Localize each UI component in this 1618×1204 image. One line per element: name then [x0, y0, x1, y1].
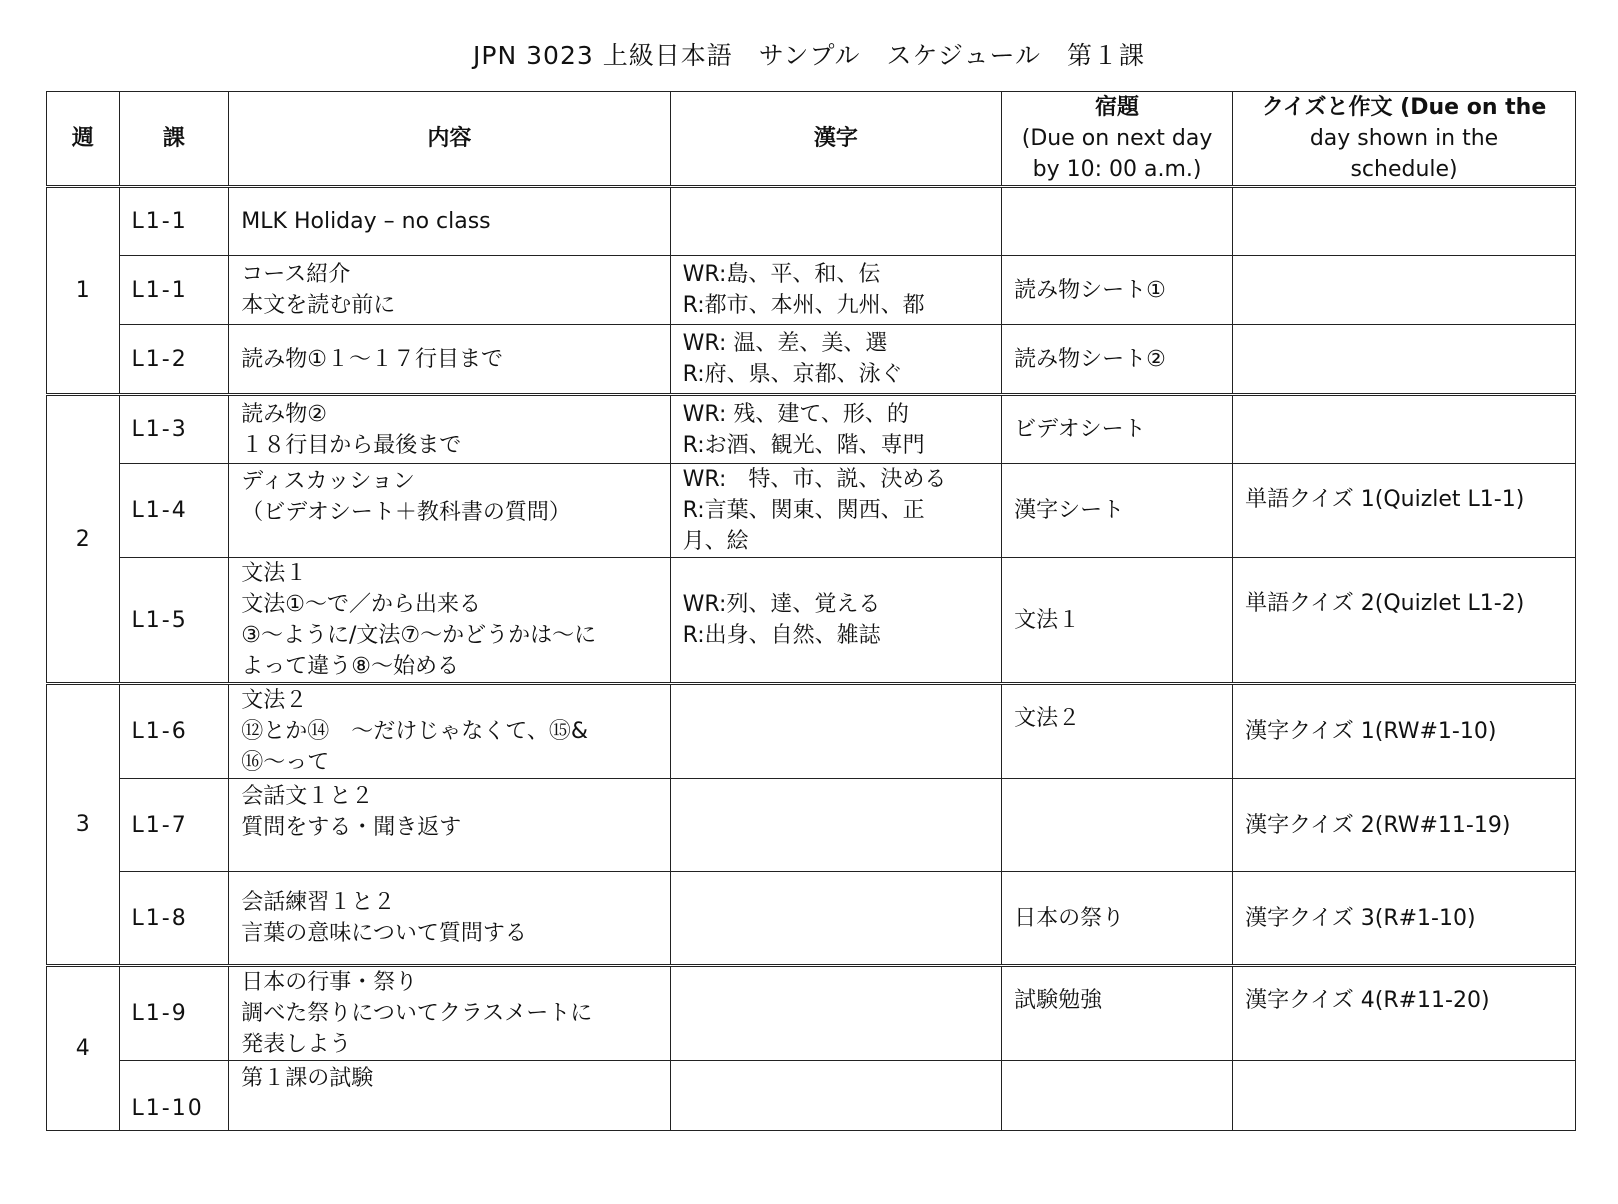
table-row — [47, 872, 1576, 966]
homework-cell: 読み物シート② — [1002, 325, 1233, 395]
content-cell — [229, 558, 670, 684]
content-line: コース紹介 — [241, 262, 351, 287]
homework-cell: 日本の祭り — [1002, 872, 1233, 966]
content-line: ⑯～って — [241, 750, 330, 775]
kanji-cell — [670, 684, 1001, 779]
kanji-cell — [670, 464, 1001, 558]
lesson-cell: L1-9 — [119, 966, 229, 1061]
content-line: 会話練習１と２ — [241, 890, 396, 915]
kanji-cell — [670, 1061, 1001, 1131]
kanji-line: 月、絵 — [682, 529, 749, 554]
quiz-cell: 単語クイズ 1(Quizlet L1-1) — [1233, 464, 1576, 558]
content-cell — [229, 872, 670, 966]
table-row — [47, 558, 1576, 684]
lesson-cell: L1-3 — [119, 395, 229, 464]
quiz-cell: 漢字クイズ 2(RW#11-19) — [1233, 779, 1576, 872]
content-line: ③～ように/文法⑦～かどうかは～に — [241, 623, 597, 648]
kanji-line: WR:列、達、覚える — [682, 592, 881, 617]
kanji-line: R:都市、本州、九州、都 — [682, 293, 925, 318]
content-line: 発表しよう — [241, 1032, 352, 1057]
kanji-line: R:府、県、京都、泳ぐ — [682, 362, 903, 387]
content-cell — [229, 779, 670, 872]
quiz-cell — [1233, 325, 1576, 395]
schedule-table — [46, 91, 1576, 1131]
content-line: 第１課の試験 — [241, 1066, 374, 1091]
header-quiz-line: クイズと作文 (Due on the — [1261, 95, 1547, 120]
content-line: １８行目から最後まで — [241, 432, 462, 458]
lesson-cell: L1-1 — [119, 256, 229, 325]
homework-cell: 読み物シート① — [1002, 256, 1233, 325]
content-line: 読み物①１～１７行目まで — [241, 346, 504, 372]
content-line: 質問をする・聞き返す — [241, 815, 462, 840]
content-line: 本文を読む前に — [241, 293, 396, 318]
table-row — [47, 779, 1576, 872]
table-row — [47, 684, 1576, 779]
header-quiz-line: day shown in the — [1309, 126, 1499, 151]
header-homework-line: by 10: 00 a.m.) — [1032, 157, 1202, 182]
content-line: ディスカッション — [241, 469, 415, 494]
kanji-cell — [670, 256, 1001, 325]
homework-cell: ビデオシート — [1002, 395, 1233, 464]
quiz-cell — [1233, 395, 1576, 464]
header-homework-line: (Due on next day — [1021, 126, 1213, 151]
table-row — [47, 966, 1576, 1061]
kanji-cell — [670, 187, 1001, 256]
content-cell — [229, 187, 670, 256]
quiz-cell: 漢字クイズ 1(RW#1-10) — [1233, 684, 1576, 779]
kanji-line: WR: 温、差、美、選 — [682, 331, 888, 356]
kanji-line: WR: 特、市、説、決める — [682, 467, 947, 492]
kanji-cell — [670, 872, 1001, 966]
content-line: 調べた祭りについてクラスメートに — [241, 1001, 593, 1026]
kanji-cell — [670, 325, 1001, 395]
homework-cell: 漢字シート — [1002, 464, 1233, 558]
lesson-cell: L1-1 — [119, 187, 229, 256]
quiz-cell — [1233, 256, 1576, 325]
quiz-cell — [1233, 1061, 1576, 1131]
header-kanji: 漢字 — [670, 92, 1001, 187]
content-line: MLK Holiday – no class — [241, 209, 491, 234]
homework-cell: 文法２ — [1002, 684, 1233, 779]
content-line: ⑫とか⑭ ～だけじゃなくて、⑮& — [241, 719, 589, 744]
content-cell — [229, 684, 670, 779]
content-line: 読み物② — [241, 401, 328, 427]
kanji-line: R:出身、自然、雑誌 — [682, 623, 881, 648]
week-cell: 3 — [47, 684, 120, 966]
content-line: 日本の行事・祭り — [241, 970, 418, 995]
content-line: 文法２ — [241, 688, 308, 713]
content-line: よって違う⑧～始める — [241, 654, 460, 679]
header-week: 週 — [47, 92, 120, 187]
page-title: JPN 3023 上級日本語 サンプル スケジュール 第１課 — [473, 41, 1145, 70]
content-cell — [229, 1061, 670, 1131]
lesson-cell: L1-6 — [119, 684, 229, 779]
week-cell: 4 — [47, 966, 120, 1131]
lesson-cell: L1-10 — [119, 1061, 229, 1131]
table-row — [47, 464, 1576, 558]
content-cell — [229, 325, 670, 395]
homework-cell — [1002, 779, 1233, 872]
quiz-cell: 単語クイズ 2(Quizlet L1-2) — [1233, 558, 1576, 684]
table-row — [47, 395, 1576, 464]
lesson-cell: L1-4 — [119, 464, 229, 558]
homework-cell — [1002, 187, 1233, 256]
lesson-cell: L1-5 — [119, 558, 229, 684]
content-cell — [229, 464, 670, 558]
header-homework-line: 宿題 — [1095, 95, 1140, 120]
content-line: 文法①～で／から出来る — [241, 592, 482, 617]
table-row — [47, 325, 1576, 395]
kanji-cell — [670, 558, 1001, 684]
kanji-cell — [670, 779, 1001, 872]
header-lesson: 課 — [119, 92, 229, 187]
homework-cell: 試験勉強 — [1002, 966, 1233, 1061]
kanji-line: R:お酒、観光、階、専門 — [682, 432, 925, 458]
lesson-cell: L1-2 — [119, 325, 229, 395]
header-quiz-line: schedule) — [1350, 157, 1458, 182]
header-quiz — [1233, 92, 1576, 187]
content-line: 会話文１と２ — [241, 784, 374, 809]
header-row — [47, 92, 1576, 187]
kanji-cell — [670, 395, 1001, 464]
content-cell — [229, 966, 670, 1061]
week-cell: 1 — [47, 187, 120, 395]
kanji-line: WR: 残、建て、形、的 — [682, 401, 909, 427]
content-line: （ビデオシート＋教科書の質問） — [241, 500, 571, 525]
table-row — [47, 187, 1576, 256]
lesson-cell: L1-7 — [119, 779, 229, 872]
lesson-cell: L1-8 — [119, 872, 229, 966]
kanji-line: WR:島、平、和、伝 — [682, 262, 881, 287]
homework-cell — [1002, 1061, 1233, 1131]
content-line: 文法１ — [241, 561, 308, 586]
week-cell: 2 — [47, 395, 120, 684]
content-cell — [229, 395, 670, 464]
kanji-cell — [670, 966, 1001, 1061]
content-line: 言葉の意味について質問する — [241, 921, 527, 946]
homework-cell: 文法１ — [1002, 558, 1233, 684]
quiz-cell: 漢字クイズ 4(R#11-20) — [1233, 966, 1576, 1061]
header-content: 内容 — [229, 92, 670, 187]
quiz-cell: 漢字クイズ 3(R#1-10) — [1233, 872, 1576, 966]
table-row — [47, 1061, 1576, 1131]
header-homework — [1002, 92, 1233, 187]
table-row — [47, 256, 1576, 325]
kanji-line: R:言葉、関東、関西、正 — [682, 498, 925, 523]
quiz-cell — [1233, 187, 1576, 256]
content-cell — [229, 256, 670, 325]
